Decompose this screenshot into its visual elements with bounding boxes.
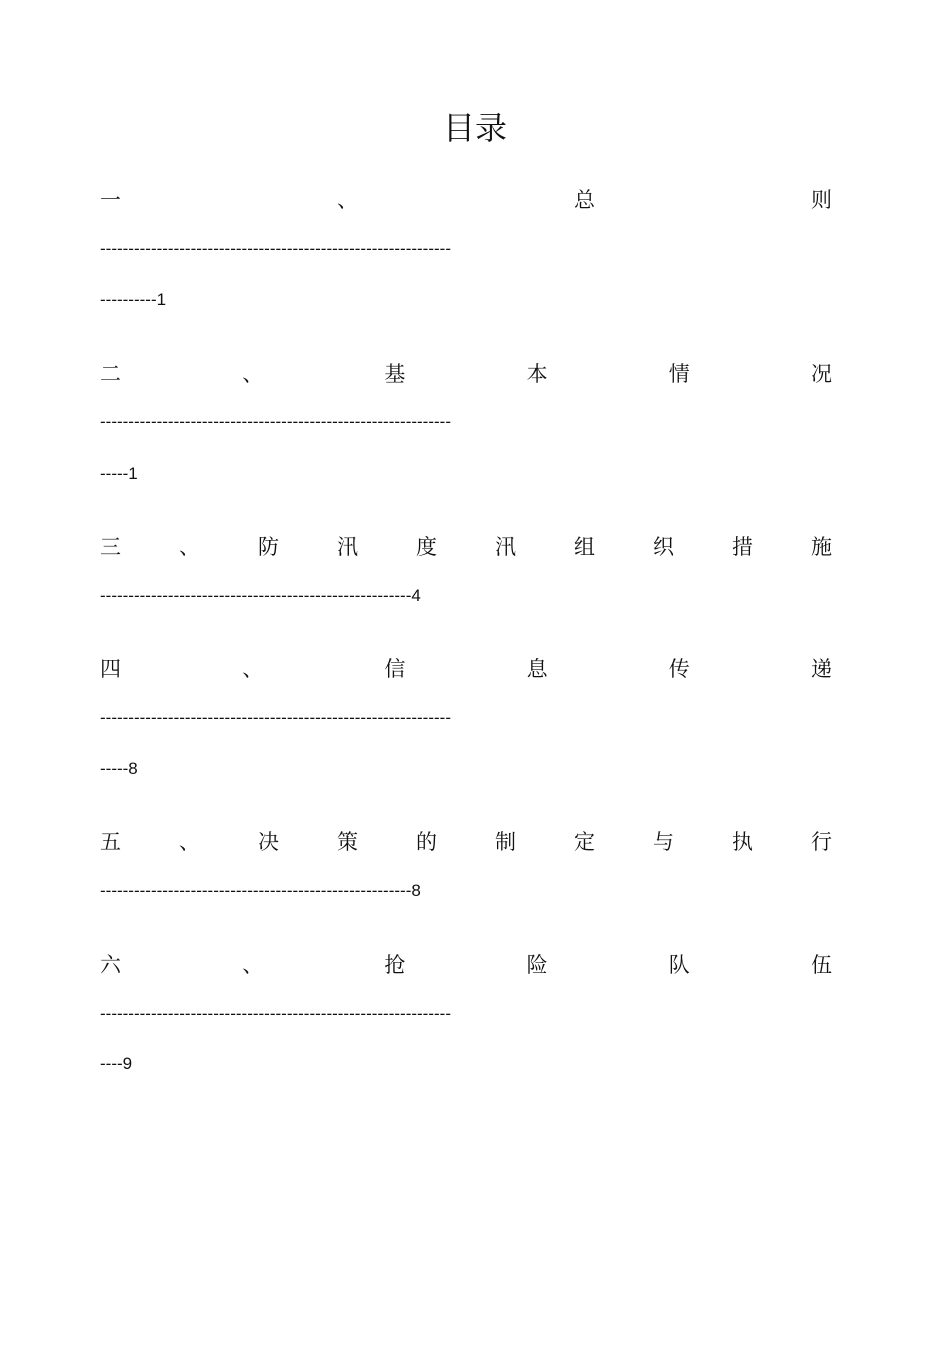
toc-char: 抢 <box>384 953 406 977</box>
toc-char: 二 <box>100 362 121 386</box>
toc-char: 组 <box>574 535 595 559</box>
toc-char: 施 <box>811 535 832 559</box>
toc-char: 五 <box>100 830 121 854</box>
toc-entry-1-leader: -------------------------------------------------------------- <box>100 239 451 258</box>
toc-char: 总 <box>574 188 595 212</box>
toc-char: 伍 <box>810 953 832 977</box>
toc-char: 汛 <box>495 535 516 559</box>
toc-char: 况 <box>810 362 832 386</box>
toc-entry-2-page: -----1 <box>100 464 138 483</box>
toc-title: 目录 <box>442 109 507 147</box>
toc-entry-2-leader: -------------------------------------------------------------- <box>100 412 451 431</box>
toc-char: 险 <box>526 953 548 977</box>
toc-char: 、 <box>242 362 264 386</box>
toc-char: 行 <box>811 830 832 854</box>
toc-char: 决 <box>258 830 279 854</box>
toc-char: 传 <box>668 657 690 681</box>
toc-char: 织 <box>653 535 674 559</box>
toc-char: 执 <box>732 830 753 854</box>
toc-char: 制 <box>495 830 516 854</box>
toc-char: 定 <box>574 830 595 854</box>
toc-entry-4-page: -----8 <box>100 759 138 778</box>
toc-char: 防 <box>258 535 279 559</box>
toc-char: 信 <box>384 657 406 681</box>
toc-entry-3-leader: -------------------------------------------------------4 <box>100 586 421 605</box>
toc-entry-6-heading[interactable] <box>100 949 832 979</box>
toc-char: 措 <box>732 535 753 559</box>
toc-char: 四 <box>100 657 121 681</box>
toc-entry-5-leader: -------------------------------------------------------8 <box>100 881 421 900</box>
toc-char: 、 <box>337 188 358 212</box>
toc-char: 、 <box>242 657 264 681</box>
toc-entry-4-heading[interactable] <box>100 653 832 683</box>
toc-char: 基 <box>384 362 406 386</box>
toc-entry-3-heading[interactable] <box>100 531 832 561</box>
toc-char: 三 <box>100 535 121 559</box>
toc-char: 的 <box>416 830 437 854</box>
toc-char: 一 <box>100 188 121 212</box>
toc-char: 情 <box>668 362 690 386</box>
toc-char: 策 <box>337 830 358 854</box>
toc-entry-1-heading[interactable] <box>100 184 832 214</box>
toc-char: 、 <box>242 953 264 977</box>
toc-char: 六 <box>100 953 121 977</box>
toc-char: 本 <box>526 362 548 386</box>
toc-char: 汛 <box>337 535 358 559</box>
toc-char: 、 <box>179 535 200 559</box>
toc-entry-5-heading[interactable] <box>100 826 832 856</box>
toc-entry-1-page: ----------1 <box>100 290 167 309</box>
toc-char: 递 <box>810 657 832 681</box>
toc-char: 度 <box>416 535 437 559</box>
toc-entry-6-page: ----9 <box>100 1054 133 1073</box>
toc-entry-2-heading[interactable] <box>100 358 832 388</box>
toc-entry-6-leader: -------------------------------------------------------------- <box>100 1004 451 1023</box>
toc-char: 与 <box>653 830 674 854</box>
toc-char: 则 <box>811 188 832 212</box>
toc-char: 、 <box>179 830 200 854</box>
toc-char: 队 <box>668 953 690 977</box>
toc-char: 息 <box>526 657 548 681</box>
toc-entry-4-leader: -------------------------------------------------------------- <box>100 708 451 727</box>
